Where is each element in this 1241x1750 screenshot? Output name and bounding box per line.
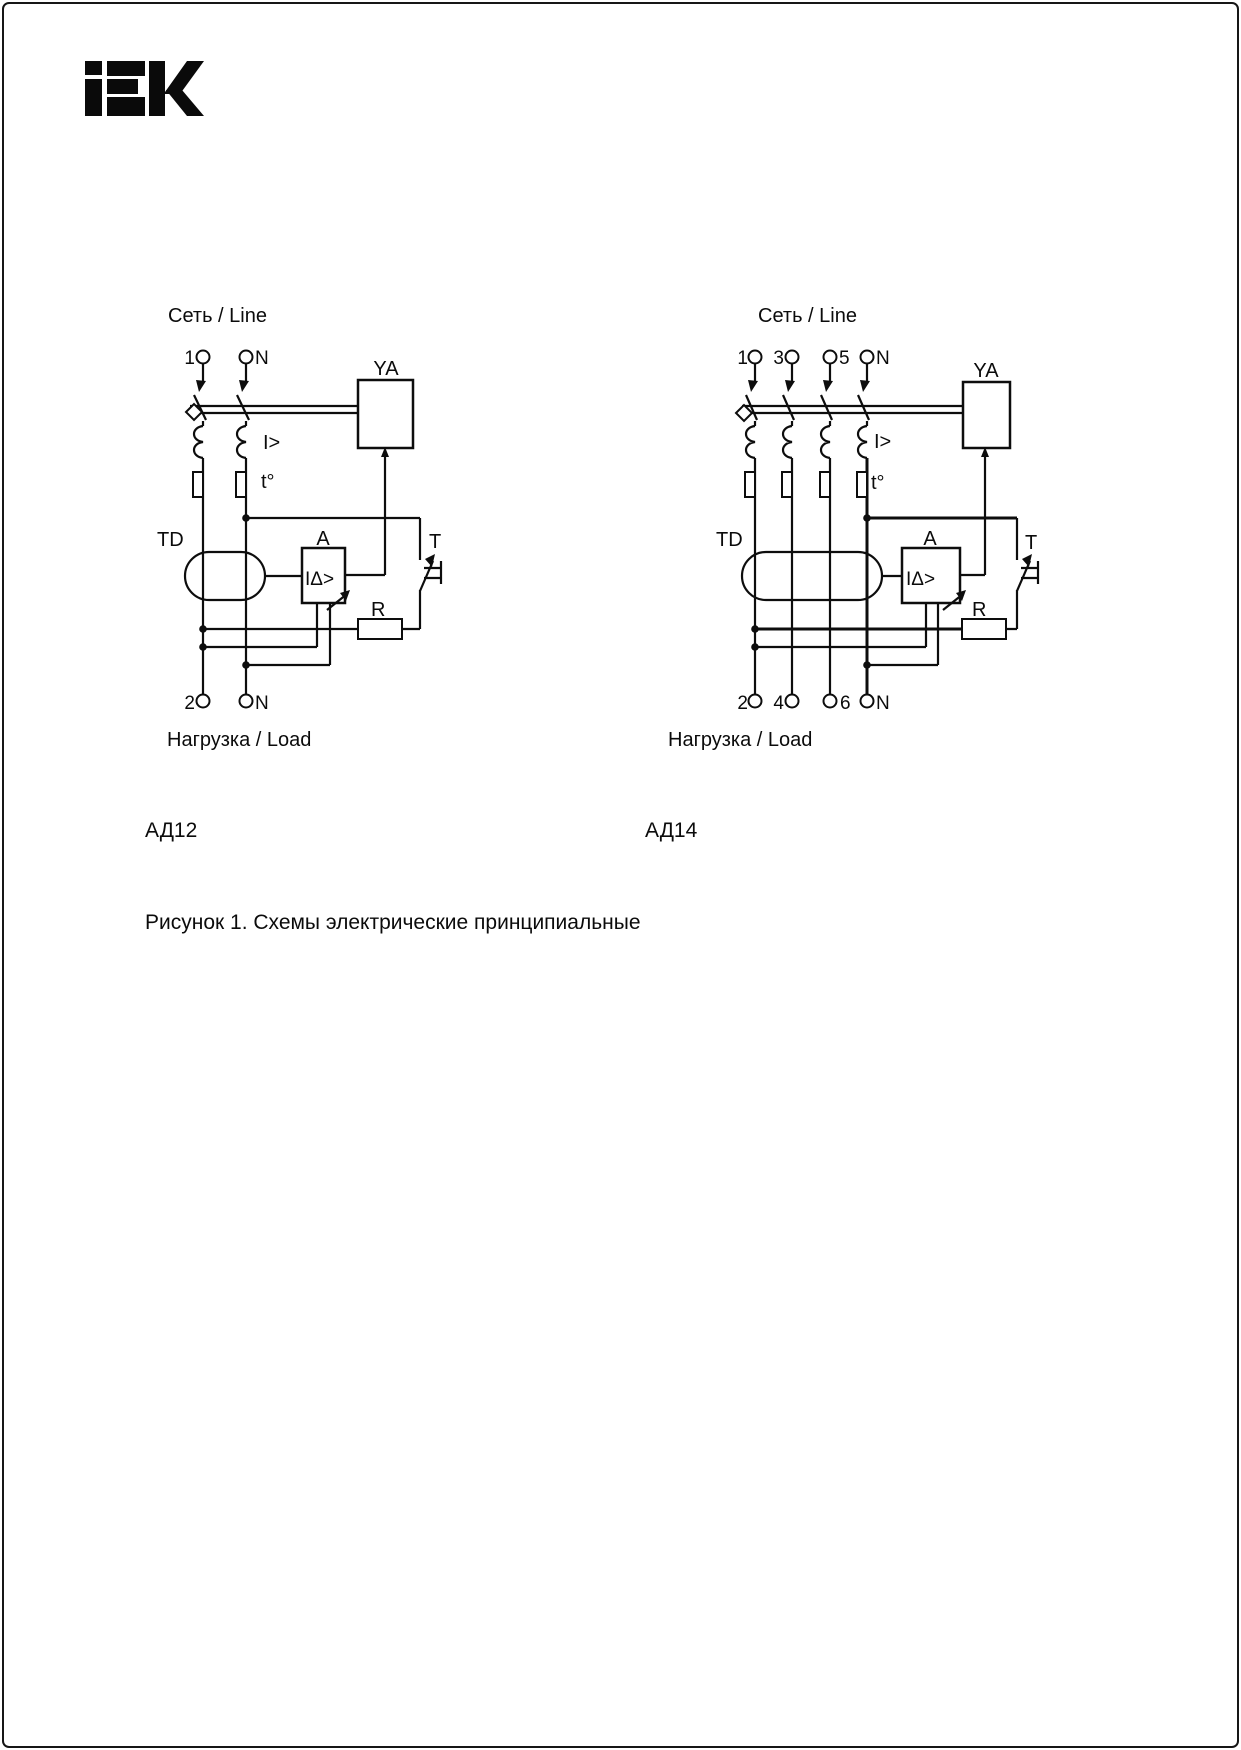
resistor-box — [962, 619, 1006, 639]
thermal-label: t° — [261, 471, 275, 493]
terminal-label: N — [876, 693, 890, 714]
logo-e-top — [107, 61, 145, 76]
terminal-circle — [786, 695, 799, 708]
junction-dots — [751, 514, 871, 669]
terminal-label: 5 — [839, 348, 850, 369]
td-differential-transformer — [185, 552, 265, 600]
junction-dot — [863, 514, 871, 522]
test-button-label: T — [429, 531, 442, 553]
terminal-circle — [786, 351, 799, 364]
terminal-label: 4 — [773, 693, 784, 714]
junction-dot — [242, 661, 250, 669]
amplifier-label: A — [316, 528, 330, 550]
test-button-label: T — [1025, 532, 1038, 554]
overcurrent-label: I> — [263, 432, 281, 454]
page-border — [2, 2, 1239, 1748]
junction-dots — [199, 514, 250, 669]
logo-k-lower-arm — [166, 90, 204, 116]
solenoid-label: YA — [973, 360, 999, 382]
terminal-circle — [824, 695, 837, 708]
resistor-label: R — [371, 599, 386, 621]
terminal-label: 1 — [184, 348, 195, 369]
amplifier-label: A — [923, 528, 937, 550]
terminal-circle — [749, 695, 762, 708]
terminal-label: N — [876, 348, 890, 369]
terminal-label: N — [255, 348, 269, 369]
terminal-circle — [197, 695, 210, 708]
terminal-circle — [824, 351, 837, 364]
thermal-release-box — [857, 472, 867, 497]
schematics-canvas — [120, 290, 1070, 770]
model-label-ad14: АД14 — [645, 819, 698, 842]
logo-k-upper-arm — [165, 61, 204, 94]
terminal-label: 1 — [737, 348, 748, 369]
figure-caption: Рисунок 1. Схемы электрические принципиальные — [145, 911, 641, 934]
iek-logo — [85, 60, 205, 116]
differential-label: IΔ> — [906, 569, 936, 590]
iek-logo-glyphs — [85, 61, 204, 116]
thermal-release-box — [745, 472, 755, 497]
terminal-circle — [861, 695, 874, 708]
load-label: Нагрузка / Load — [668, 729, 813, 751]
line-label: Сеть / Line — [168, 305, 267, 327]
logo-i-stem — [85, 79, 102, 116]
junction-dot — [863, 661, 871, 669]
td-differential-transformer — [742, 552, 882, 600]
solenoid-label: YA — [373, 358, 399, 380]
junction-dot — [199, 625, 207, 633]
overcurrent-label: I> — [874, 431, 892, 453]
diagram-ad12 — [157, 305, 441, 751]
resistor-box — [358, 619, 402, 639]
terminal-circle — [197, 351, 210, 364]
terminal-label: N — [255, 693, 269, 714]
terminal-circles — [749, 351, 874, 708]
junction-dot — [242, 514, 250, 522]
transformer-label: TD — [716, 529, 743, 551]
logo-e-bottom — [107, 97, 145, 116]
thermal-release-box — [820, 472, 830, 497]
junction-dot — [751, 625, 759, 633]
terminal-circle — [749, 351, 762, 364]
junction-dot — [751, 643, 759, 651]
junction-dot — [199, 643, 207, 651]
logo-e-mid — [107, 79, 138, 94]
solenoid-box — [358, 380, 413, 448]
line-label: Сеть / Line — [758, 305, 857, 327]
terminal-label: 6 — [840, 693, 851, 714]
solenoid-box — [963, 382, 1010, 448]
breaker-pivot-diamond — [736, 405, 752, 421]
terminal-circle — [861, 351, 874, 364]
resistor-label: R — [972, 599, 987, 621]
thermal-release-box — [782, 472, 792, 497]
logo-k-stem — [149, 61, 165, 116]
electromagnetic-release-coils — [746, 426, 867, 458]
thermal-release-box — [236, 472, 246, 497]
terminal-circle — [240, 695, 253, 708]
terminal-circle — [240, 351, 253, 364]
terminal-circles — [197, 351, 253, 708]
terminal-label: 3 — [773, 348, 784, 369]
terminal-label: 2 — [184, 693, 195, 714]
terminal-label: 2 — [737, 693, 748, 714]
electromagnetic-release-coils — [194, 426, 246, 458]
differential-label: IΔ> — [305, 569, 335, 590]
logo-i-dot — [85, 61, 102, 75]
model-label-ad12: АД12 — [145, 819, 198, 842]
thermal-label: t° — [871, 472, 885, 494]
transformer-label: TD — [157, 529, 184, 551]
load-label: Нагрузка / Load — [167, 729, 312, 751]
diagram-ad14 — [668, 305, 1038, 751]
thermal-release-box — [193, 472, 203, 497]
